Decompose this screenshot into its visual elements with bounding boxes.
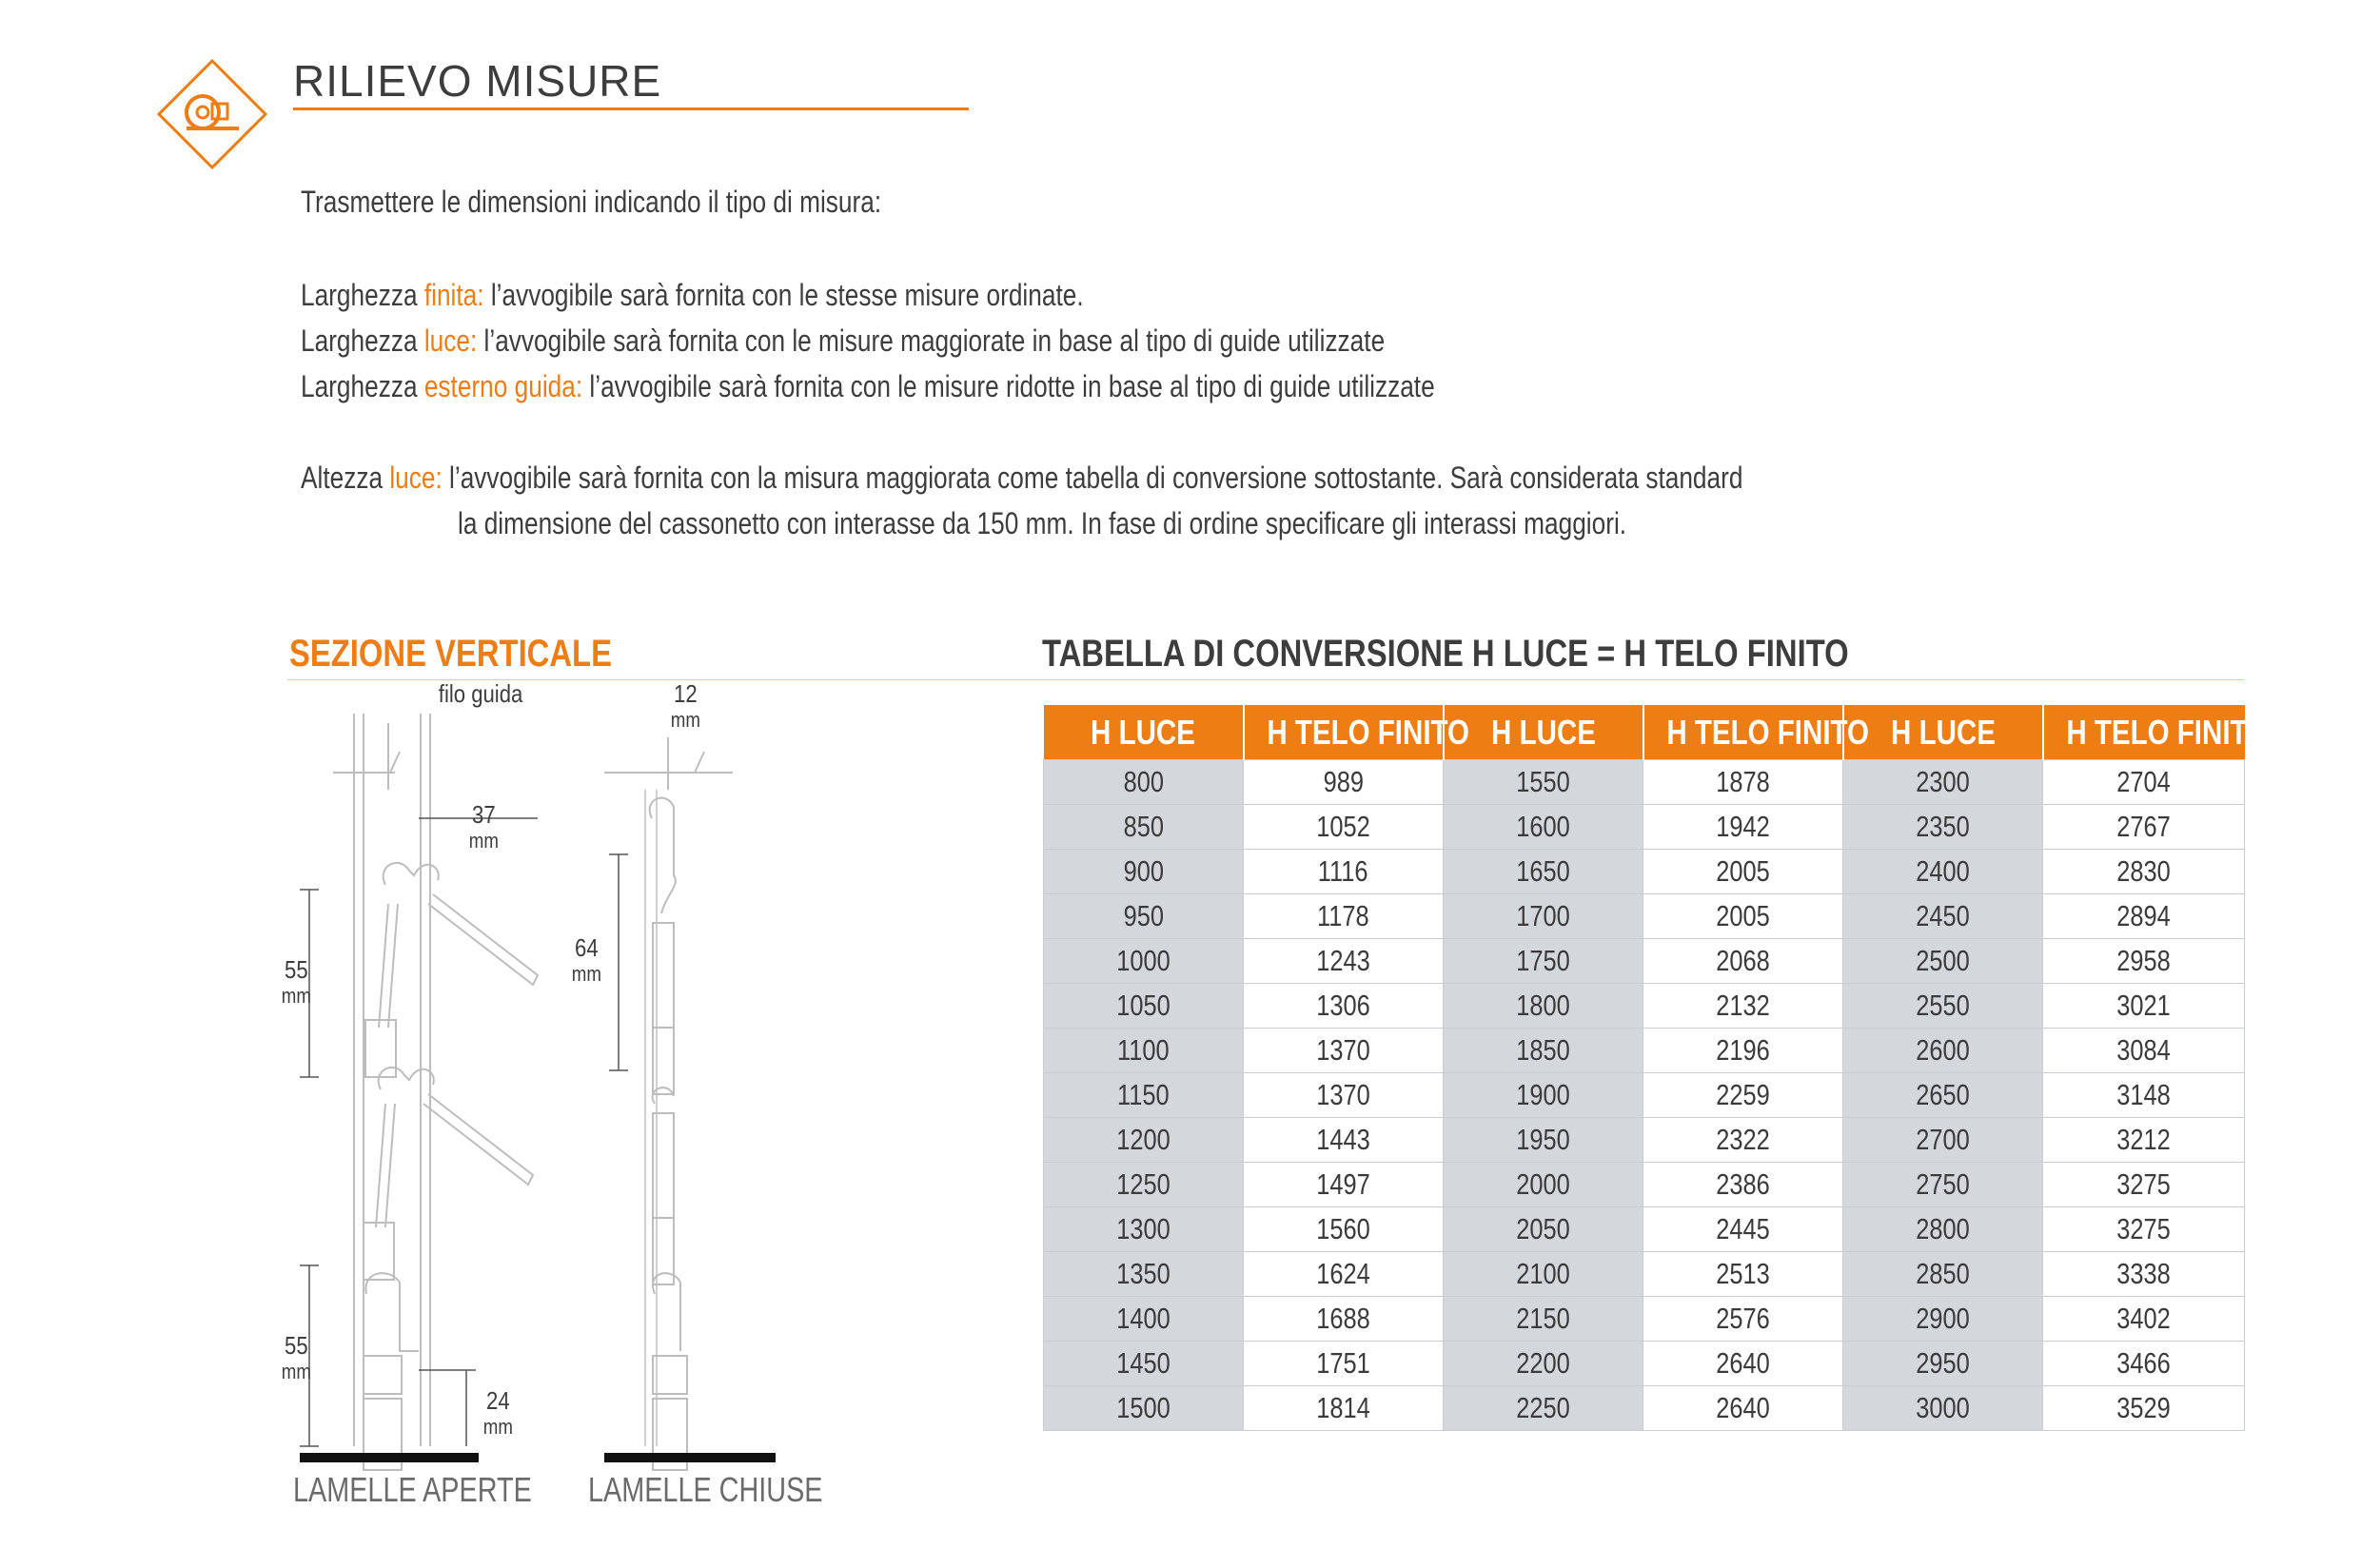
dim-55-bottom — [282, 1332, 311, 1385]
cell-h-luce: 1450 — [1044, 1342, 1244, 1386]
table-row — [1044, 760, 2245, 805]
cell-h-luce: 2750 — [1843, 1163, 2043, 1207]
dim-55-top — [282, 956, 311, 1009]
cell-h-telo-finito: 1942 — [1643, 805, 1843, 850]
col-h-telo-finito: H TELO FINITO — [1643, 705, 1843, 760]
cell-h-luce: 1350 — [1044, 1252, 1244, 1297]
table-row — [1044, 850, 2245, 894]
table-header-row — [1044, 705, 2245, 760]
dim-value: 55 — [285, 1331, 308, 1360]
cell-h-telo-finito: 2640 — [1643, 1342, 1843, 1386]
cell-h-luce: 2400 — [1843, 850, 2043, 894]
dim-12 — [671, 680, 700, 734]
caption-lamelle-chiuse: LAMELLE CHIUSE — [588, 1470, 823, 1509]
vertical-section-drawing — [276, 679, 823, 1541]
table-row — [1044, 1118, 2245, 1163]
cell-h-telo-finito: 1751 — [1244, 1342, 1444, 1386]
cell-h-telo-finito: 989 — [1244, 760, 1444, 805]
section-divider — [287, 679, 2244, 680]
cell-h-luce: 1500 — [1044, 1386, 1244, 1431]
cell-h-telo-finito: 2830 — [2043, 850, 2245, 894]
cell-h-telo-finito: 1370 — [1244, 1029, 1444, 1073]
cell-h-luce: 2050 — [1444, 1207, 1643, 1252]
table-row — [1044, 805, 2245, 850]
col-h-luce: H LUCE — [1444, 705, 1643, 760]
dim-unit: mm — [482, 1415, 513, 1439]
width-finita-line — [301, 272, 1084, 318]
cell-h-luce: 2600 — [1843, 1029, 2043, 1073]
cell-h-telo-finito: 2445 — [1643, 1207, 1843, 1252]
cell-h-luce: 3000 — [1843, 1386, 2043, 1431]
cell-h-luce: 1900 — [1444, 1073, 1643, 1118]
cell-h-luce: 2150 — [1444, 1297, 1643, 1342]
cell-h-telo-finito: 2005 — [1643, 850, 1843, 894]
cell-h-telo-finito: 1243 — [1244, 939, 1444, 984]
cell-h-luce: 2800 — [1843, 1207, 2043, 1252]
dim-value: 24 — [486, 1386, 510, 1415]
dim-64 — [572, 934, 601, 988]
cell-h-telo-finito: 3212 — [2043, 1118, 2245, 1163]
dim-24 — [483, 1387, 513, 1441]
cell-h-telo-finito: 3466 — [2043, 1342, 2245, 1386]
cell-h-luce: 1200 — [1044, 1118, 1244, 1163]
cell-h-luce: 1950 — [1444, 1118, 1643, 1163]
cell-h-luce: 2500 — [1843, 939, 2043, 984]
cell-h-luce: 1400 — [1044, 1297, 1244, 1342]
header-underline — [293, 108, 969, 110]
cell-h-telo-finito: 2767 — [2043, 805, 2245, 850]
dim-value: 37 — [472, 800, 496, 829]
slat-profile-diagram — [276, 685, 809, 1541]
cell-h-luce: 1750 — [1444, 939, 1643, 984]
cell-h-luce: 2650 — [1843, 1073, 2043, 1118]
width-text: l’avvogibile sarà fornita con le stesse misure ordinate. — [483, 278, 1084, 312]
table-row — [1044, 894, 2245, 939]
dim-unit: mm — [468, 829, 499, 853]
cell-h-luce: 2200 — [1444, 1342, 1643, 1386]
sezione-verticale-title: SEZIONE VERTICALE — [289, 633, 612, 675]
cell-h-telo-finito: 2259 — [1643, 1073, 1843, 1118]
cell-h-luce: 2100 — [1444, 1252, 1643, 1297]
height-luce-line — [301, 455, 1742, 500]
cell-h-telo-finito: 2386 — [1643, 1163, 1843, 1207]
cell-h-luce: 1000 — [1044, 939, 1244, 984]
width-term: finita: — [423, 278, 484, 312]
cell-h-luce: 2900 — [1843, 1297, 2043, 1342]
width-text: l’avvogibile sarà fornita con le misure maggiorate in base al tipo di guide utilizzate — [477, 323, 1386, 358]
table-row — [1044, 1386, 2245, 1431]
cell-h-telo-finito: 2322 — [1643, 1118, 1843, 1163]
cell-h-telo-finito: 1370 — [1244, 1073, 1444, 1118]
cell-h-luce: 950 — [1044, 894, 1244, 939]
cell-h-telo-finito: 1560 — [1244, 1207, 1444, 1252]
cell-h-telo-finito: 2958 — [2043, 939, 2245, 984]
cell-h-telo-finito: 1052 — [1244, 805, 1444, 850]
cell-h-telo-finito: 2576 — [1643, 1297, 1843, 1342]
table-row — [1044, 984, 2245, 1029]
width-esterno-line — [301, 363, 1435, 409]
cell-h-telo-finito: 2005 — [1643, 894, 1843, 939]
cell-h-luce: 2850 — [1843, 1252, 2043, 1297]
cell-h-luce: 2250 — [1444, 1386, 1643, 1431]
cell-h-luce: 2000 — [1444, 1163, 1643, 1207]
cell-h-telo-finito: 1878 — [1643, 760, 1843, 805]
dim-unit: mm — [670, 708, 700, 732]
cell-h-telo-finito: 3529 — [2043, 1386, 2245, 1431]
dim-value: 64 — [575, 933, 599, 962]
cell-h-luce: 1850 — [1444, 1029, 1643, 1073]
cell-h-luce: 2300 — [1843, 760, 2043, 805]
cell-h-telo-finito: 2704 — [2043, 760, 2245, 805]
table-row — [1044, 939, 2245, 984]
cell-h-luce: 1250 — [1044, 1163, 1244, 1207]
dim-value: 12 — [674, 679, 698, 708]
cell-h-telo-finito: 3338 — [2043, 1252, 2245, 1297]
table-row — [1044, 1029, 2245, 1073]
width-luce-line — [301, 318, 1385, 363]
width-label: Larghezza — [301, 369, 424, 403]
cell-h-telo-finito: 2640 — [1643, 1386, 1843, 1431]
dim-unit: mm — [281, 984, 311, 1008]
cell-h-telo-finito: 3021 — [2043, 984, 2245, 1029]
cell-h-telo-finito: 1306 — [1244, 984, 1444, 1029]
cell-h-telo-finito: 3402 — [2043, 1297, 2245, 1342]
cell-h-telo-finito: 1178 — [1244, 894, 1444, 939]
cell-h-telo-finito: 2894 — [2043, 894, 2245, 939]
cell-h-telo-finito: 2196 — [1643, 1029, 1843, 1073]
dim-37 — [469, 801, 499, 854]
cell-h-luce: 900 — [1044, 850, 1244, 894]
height-luce-line-2: la dimensione del cassonetto con interasse da 150 mm. In fase di ordine specificare gli interassi maggiori. — [458, 506, 1627, 540]
cell-h-telo-finito: 1624 — [1244, 1252, 1444, 1297]
cell-h-telo-finito: 1443 — [1244, 1118, 1444, 1163]
page-title: RILIEVO MISURE — [293, 56, 662, 106]
cell-h-luce: 850 — [1044, 805, 1244, 850]
cell-h-luce: 1100 — [1044, 1029, 1244, 1073]
cell-h-luce: 1650 — [1444, 850, 1643, 894]
caption-lamelle-aperte: LAMELLE APERTE — [293, 1470, 532, 1509]
col-h-luce: H LUCE — [1044, 705, 1244, 760]
cell-h-luce: 2950 — [1843, 1342, 2043, 1386]
cell-h-luce: 1150 — [1044, 1073, 1244, 1118]
table-body — [1044, 760, 2245, 1431]
cell-h-luce: 1300 — [1044, 1207, 1244, 1252]
height-text: l’avvogibile sarà fornita con la misura maggiorata come tabella di conversione sottostante. Sarà considerata standard — [442, 461, 1743, 495]
tabella-title: TABELLA DI CONVERSIONE H LUCE = H TELO FINITO — [1042, 633, 1849, 675]
col-h-luce: H LUCE — [1843, 705, 2043, 760]
cell-h-telo-finito: 3275 — [2043, 1207, 2245, 1252]
cell-h-telo-finito: 1688 — [1244, 1297, 1444, 1342]
cell-h-telo-finito: 1814 — [1244, 1386, 1444, 1431]
width-label: Larghezza — [301, 278, 424, 312]
table-row — [1044, 1207, 2245, 1252]
width-label: Larghezza — [301, 323, 424, 358]
col-h-telo-finito: H TELO FINITO — [2043, 705, 2245, 760]
table-row — [1044, 1342, 2245, 1386]
cell-h-telo-finito: 1116 — [1244, 850, 1444, 894]
col-h-telo-finito: H TELO FINITO — [1244, 705, 1444, 760]
height-label: Altezza — [301, 461, 390, 495]
filo-guida-label: filo guida — [438, 679, 523, 708]
dim-unit: mm — [571, 962, 601, 986]
cell-h-luce: 2700 — [1843, 1118, 2043, 1163]
cell-h-luce: 2450 — [1843, 894, 2043, 939]
table-row — [1044, 1297, 2245, 1342]
table-row — [1044, 1073, 2245, 1118]
cell-h-luce: 2350 — [1843, 805, 2043, 850]
width-term: esterno guida: — [423, 369, 583, 403]
table-row — [1044, 1252, 2245, 1297]
width-term: luce: — [423, 323, 478, 358]
conversion-table — [1043, 705, 2269, 1431]
cell-h-telo-finito: 3084 — [2043, 1029, 2245, 1073]
intro-lead: Trasmettere le dimensioni indicando il tipo di misura: — [301, 185, 882, 219]
height-term: luce: — [389, 461, 443, 495]
cell-h-luce: 1600 — [1444, 805, 1643, 850]
cell-h-luce: 1800 — [1444, 984, 1643, 1029]
cell-h-luce: 1050 — [1044, 984, 1244, 1029]
cell-h-luce: 1550 — [1444, 760, 1643, 805]
table-row — [1044, 1163, 2245, 1207]
cell-h-telo-finito: 2068 — [1643, 939, 1843, 984]
cell-h-telo-finito: 2132 — [1643, 984, 1843, 1029]
dim-value: 55 — [285, 955, 308, 984]
dim-unit: mm — [281, 1360, 311, 1383]
cell-h-telo-finito: 3275 — [2043, 1163, 2245, 1207]
width-text: l’avvogibile sarà fornita con le misure ridotte in base al tipo di guide utilizzate — [582, 369, 1435, 403]
cell-h-telo-finito: 1497 — [1244, 1163, 1444, 1207]
cell-h-luce: 800 — [1044, 760, 1244, 805]
cell-h-telo-finito: 2513 — [1643, 1252, 1843, 1297]
cell-h-luce: 1700 — [1444, 894, 1643, 939]
tape-measure-icon — [155, 57, 269, 171]
cell-h-luce: 2550 — [1843, 984, 2043, 1029]
cell-h-telo-finito: 3148 — [2043, 1073, 2245, 1118]
